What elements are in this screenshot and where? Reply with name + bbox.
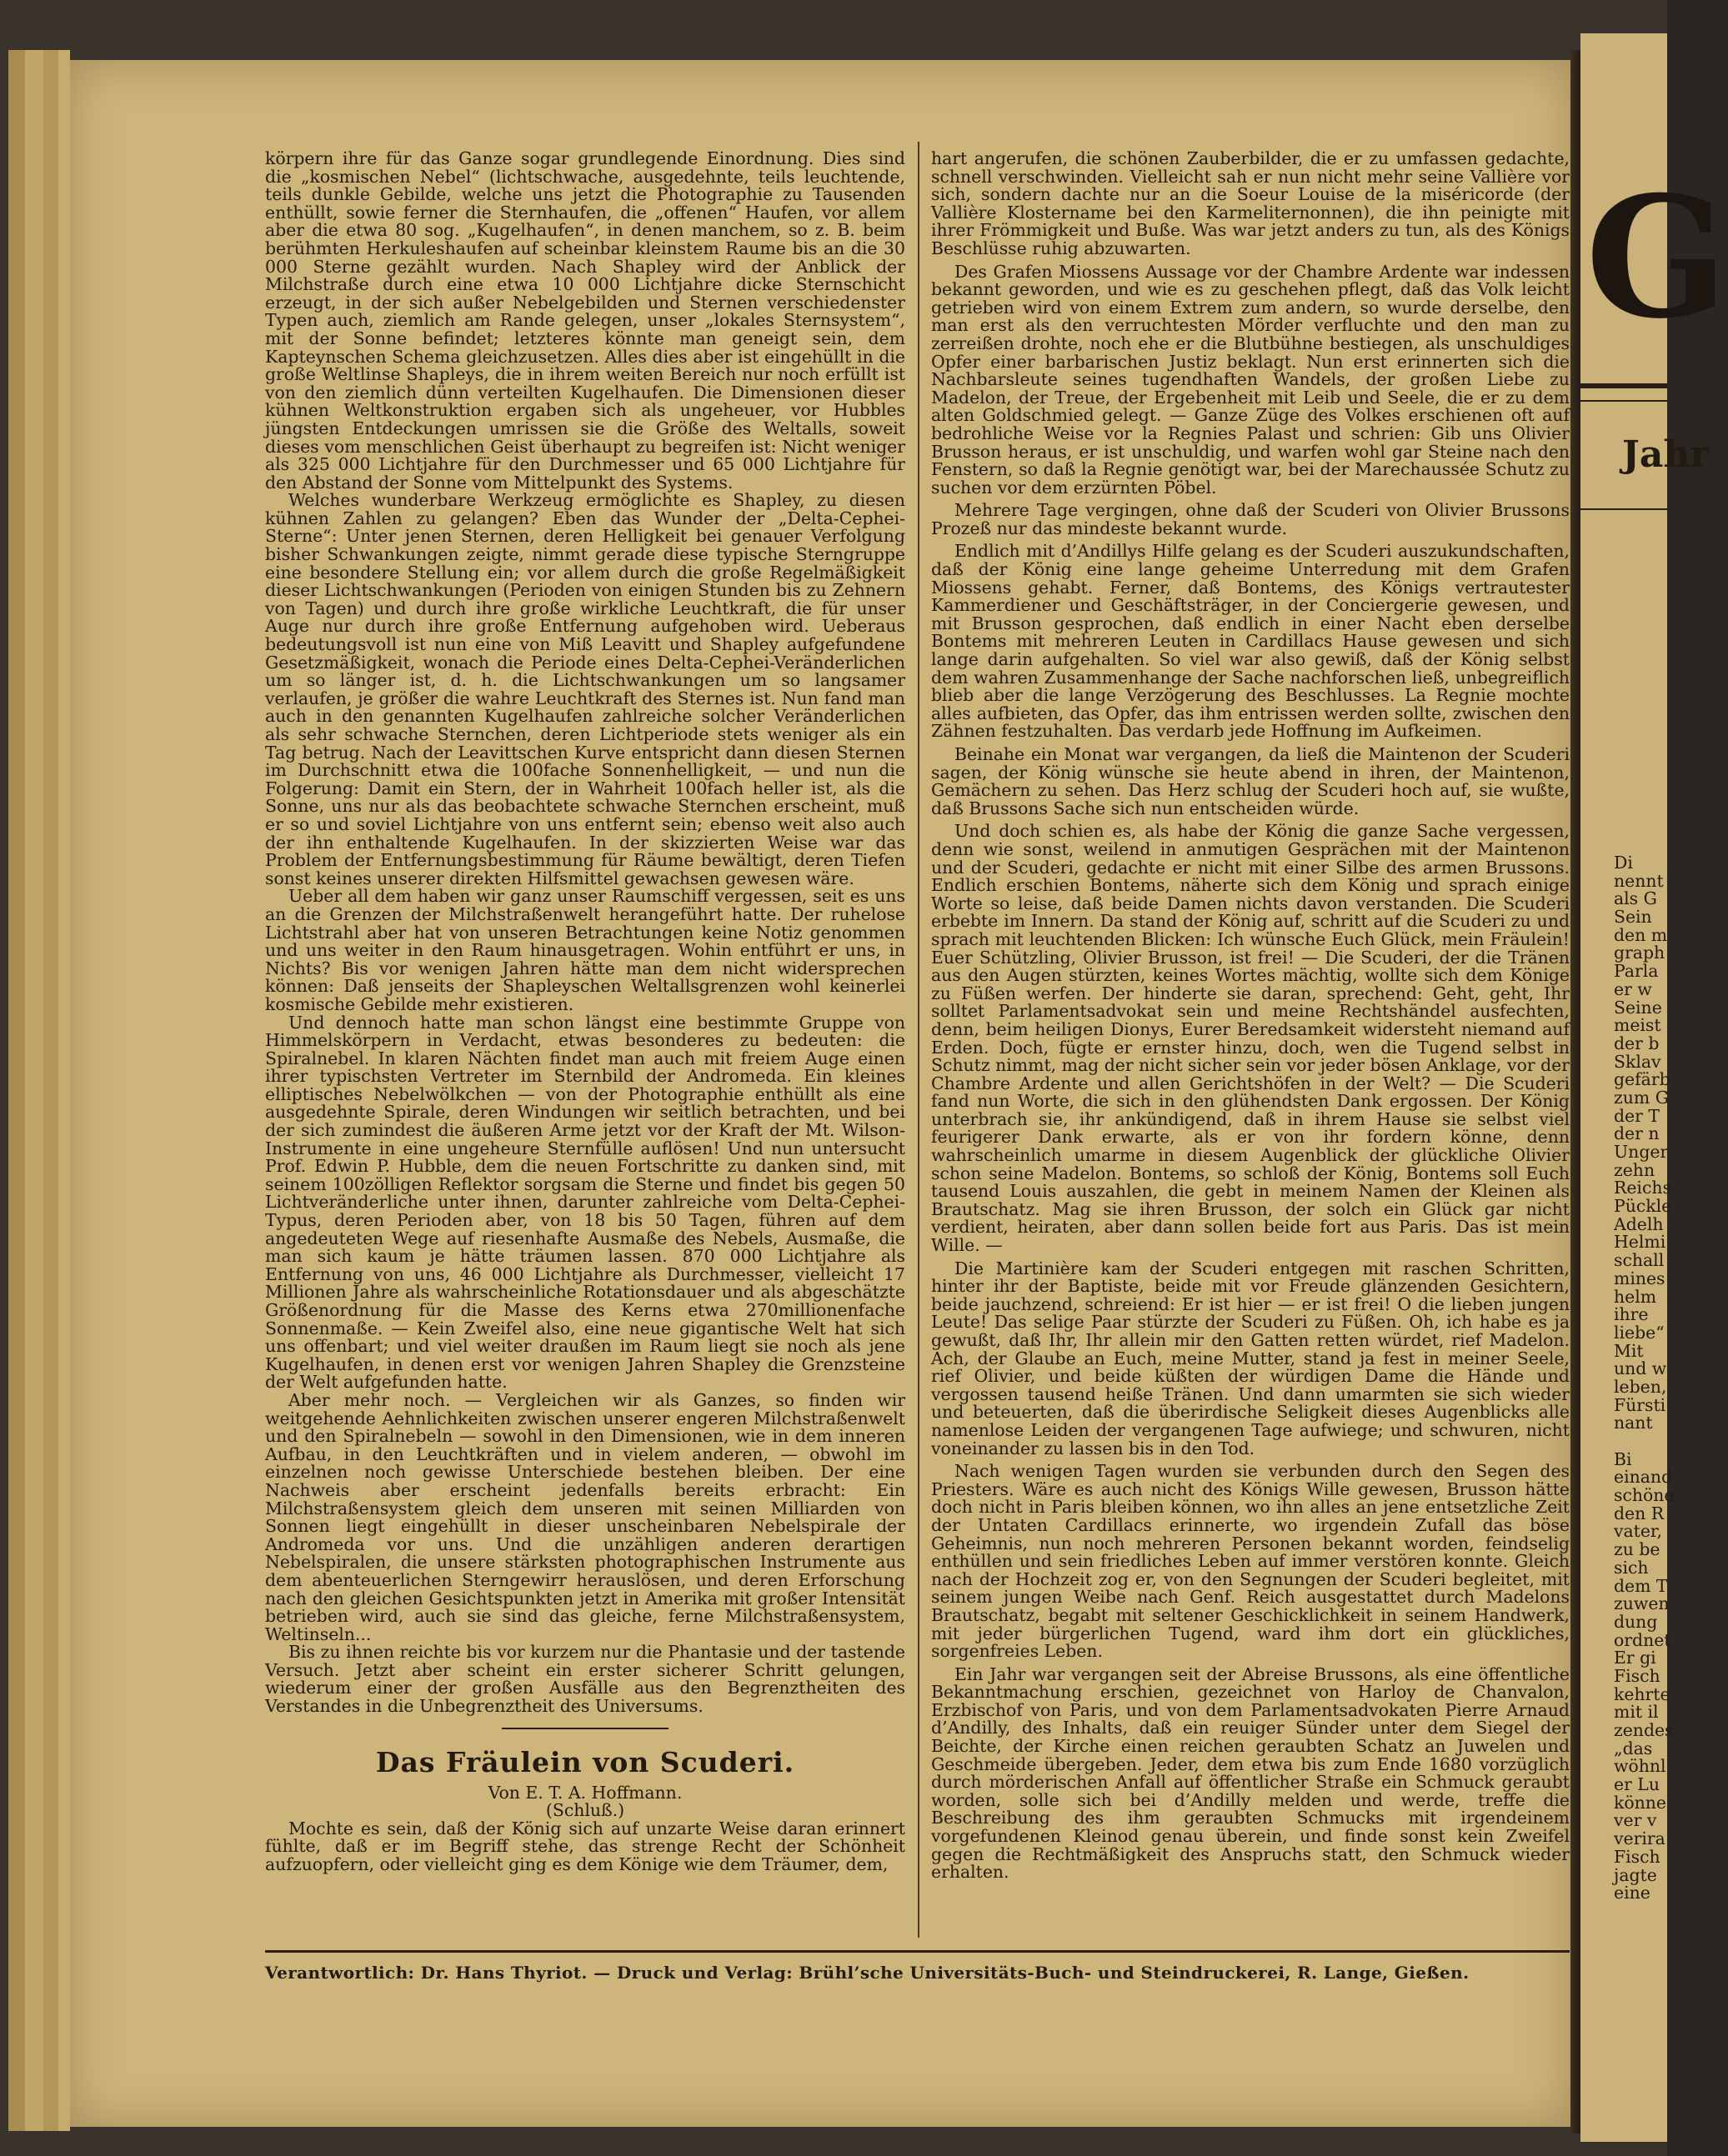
line-fragment: meist xyxy=(1614,1015,1661,1036)
line-fragment: zum G xyxy=(1614,1087,1669,1108)
article-note: (Schluß.) xyxy=(545,1800,625,1821)
article-byline: Von E. T. A. Hoffmann. xyxy=(488,1782,683,1803)
line-fragment xyxy=(1614,1433,1667,1451)
paragraph: Mochte es sein, daß der König sich auf unzarte Weise daran erinnert fühlte, daß er im Begriff stehe, das strenge Recht der Schönheit aufzuopfern, oder vielleicht ging es dem Könige wie dem Träumer, dem, xyxy=(265,1818,905,1875)
line-fragment: Fürsti xyxy=(1614,1394,1666,1415)
heading-fragment: Jahr xyxy=(1622,433,1710,476)
article-title: Das Fräulein von Scuderi. xyxy=(375,1745,795,1778)
paragraph: Aber mehr noch. — Vergleichen wir als Ganzes, so finden wir weitgehende Aehnlichkeiten zwischen unserer engeren Milchstraßenwelt und den Spiralnebeln — sowohl in den Dimensionen, wie in dem inneren Aufbau, in den Leuchtkräften und in vielem anderen, — obwohl im einzelnen noch gewisse Unterschiede bestehen bleiben. Der eine Nachweis aber erscheint jedenfalls bereits erbracht: Ein Milchstraßensystem gleich dem unseren mit seinen Milliarden von Sonnen liegt eingehüllt in dieser unscheinbaren Nebelspirale der Andromeda vor uns. Und die unzähligen anderen derartigen Nebelspiralen, die unsere stärksten photographischen Instrumente aus dem abenteuerlichen Sterngewirr herauslösen, und deren Erforschung nach den gleichen Gesichtspunkten jetzt in Amerika mit großer Intensität betrieben wird, auch sie sind das gleiche, ferne Milchstraßensystem, Weltinseln... xyxy=(265,1389,905,1644)
line-fragment: gefärb xyxy=(1614,1069,1670,1090)
line-fragment: ver v xyxy=(1614,1810,1657,1831)
right-column xyxy=(931,150,1570,1887)
line-fragment: könne xyxy=(1614,1792,1666,1813)
line-fragment: kehrte xyxy=(1614,1683,1670,1704)
paragraph: Beinahe ein Monat war vergangen, da ließ die Maintenon der Scuderi sagen, der König wünsche sie heute abend in ihren, der Maintenon, Gemächern zu sehen. Das Herz schlug der Scuderi hoch auf, sie wußte, daß Brussons Sache sich nun entscheiden würde. xyxy=(931,744,1570,818)
line-fragment: dem T xyxy=(1614,1575,1668,1596)
line-fragment: ordnet xyxy=(1614,1629,1671,1650)
line-fragment: sich xyxy=(1614,1557,1649,1578)
paragraph: Ueber all dem haben wir ganz unser Raumschiff vergessen, seit es uns an die Grenzen der Milchstraßenwelt herangeführt hatte. Der ruhelose Lichtstrahl aber hat von unseren Betrachtungen keine Notiz genommen und uns weiter in den Raum hinausgetragen. Wohin entführt er uns, in Nichts? Bis vor wenigen Jahren hätte man dem nicht widersprechen können: Daß jenseits der Shapleyschen Weltallsgrenzen wohl keinerlei kosmische Gebilde mehr existieren. xyxy=(265,886,905,1014)
line-fragment: dung xyxy=(1614,1611,1658,1632)
line-fragment: liebe“ xyxy=(1614,1322,1665,1343)
adjacent-page xyxy=(1580,33,1728,2142)
paragraph: Die Martinière kam der Scuderi entgegen mit raschen Schritten, hinter ihr der Baptiste, beide mit vor Freude glänzenden Gesichtern, beide jauchzend, schreiend: Er ist hier — er ist frei! O die lieben jungen Leute! Das selige Paar stürzte der Scuderi zu Füßen. Oh, ich habe es ja gewußt, daß Ihr, Ihr allein mir den Gatten retten würdet, rief Madelon. Ach, der Glaube an Euch, meine Mutter, stand ja fest in meiner Seele, rief Olivier, und beide küßten der würdigen Dame die Hände und vergossen tausend heiße Tränen. Und dann umarmten sie sich wieder und beteuerten, daß die überirdische Seligkeit dieses Augenblicks alle namenlose Leiden der vergangenen Tage aufwiege; und schwuren, nicht voneinander zu lassen bis in den Tod. xyxy=(931,1258,1570,1458)
line-fragment: eine xyxy=(1614,1883,1650,1903)
line-fragment: leben, xyxy=(1614,1376,1667,1397)
column-divider xyxy=(918,142,919,1938)
line-fragment: er Lu xyxy=(1614,1774,1660,1795)
line-fragment: zendes xyxy=(1614,1720,1674,1740)
line-fragment: verira xyxy=(1614,1828,1665,1849)
imprint-line: Verantwortlich: Dr. Hans Thyriot. — Druck und Verlag: Brühl’sche Universitäts-Buch- und Steindruckerei, R. Lange, Gießen. xyxy=(265,1963,1470,1983)
paragraph: hart angerufen, die schönen Zauberbilder, die er zu umfassen gedachte, schnell verschwinden. Vielleicht sah er nun nicht mehr seine Vallière vor sich, sondern dachte nur an die Soeur Louise de la miséricorde (der Vallière Klostername bei den Karmeliternonnen), die ihn peinigte mit ihrer Frömmigkeit und Buße. Was war jetzt anders zu tun, als des Königs Beschlüsse ruhig abzuwarten. xyxy=(931,148,1570,258)
line-fragment: der b xyxy=(1614,1033,1660,1053)
page-edge xyxy=(58,50,70,2131)
paragraph: Und dennoch hatte man schon längst eine bestimmte Gruppe von Himmelskörpern in Verdacht, etwas besonderes zu bedeuten: die Spiralnebel. In klaren Nächten findet man auch mit freiem Auge einen ihrer typischsten Vertreter im Sternbild der Andromeda. Ein kleines elliptisches Nebelwölkchen — von der Photographie enthüllt als eine ausgedehnte Spirale, deren Windungen wir seitlich betrachten, und bei der sich zumindest die äußeren Arme jetzt vor der Kraft der Mt. Wilson-Instrumente in eine ungeheure Sternfülle auflösen! Und nun untersucht Prof. Edwin P. Hubble, dem die neuen Fortschritte zu danken sind, mit seinem 100zölligen Reflektor sorgsam die Sterne und findet bis gegen 50 Lichtveränderliche unter ihnen, darunter zahlreiche vom Delta-Cephei-Typus, deren Perioden aber, von 18 bis 50 Tagen, führen auf dem angedeuteten Wege auf riesenhafte Ausmaße des Nebels, Ausmaße, die man sich kaum je hätte träumen lassen. 870 000 Lichtjahre als Entfernung von uns, 46 000 Lichtjahre als Durchmesser, vielleicht 17 Millionen Jahre als wahrscheinliche Rotationsdauer und als abgeschätzte Größenordnung für die Masse des Kerns etwa 270millionenfache Sonnenmaße. — Kein Zweifel also, eine neue gigantische Welt hat sich uns offenbart; und viel weiter draußen im Raum liegt sie noch als jene Kugelhaufen, in denen erst vor wenigen Jahren Shapley die Grenzsteine der Welt aufgefunden hatte. xyxy=(265,1012,905,1393)
line-fragment: Fisch xyxy=(1614,1665,1660,1686)
line-fragment: Parla xyxy=(1614,961,1659,982)
masthead-fragment: G xyxy=(1585,160,1728,356)
line-fragment: Sein xyxy=(1614,907,1652,928)
line-fragment: Helmi xyxy=(1614,1232,1666,1253)
footer-rule xyxy=(265,1950,1570,1953)
line-fragment: und w xyxy=(1614,1358,1667,1379)
page-edge xyxy=(8,50,25,2131)
line-fragment: er w xyxy=(1614,978,1652,999)
page-edge xyxy=(43,50,58,2131)
line-fragment: zu be xyxy=(1614,1539,1660,1560)
paragraph: Welches wunderbare Werkzeug ermöglichte es Shapley, zu diesen kühnen Zahlen zu gelangen? Eben das Wunder der „Delta-Cephei-Sterne“: Unter jenen Sternen, deren Helligkeit bei genauer Verfolgung bisher Schwankungen zeigte, nimmt gerade diese typische Sterngruppe eine besondere Stellung ein; vor allem durch die große Regelmäßigkeit dieser Lichtschwankungen (Perioden von einigen Stunden bis zu Zehnern von Tagen) und durch ihre große wirkliche Leuchtkraft, die für unser Auge nur durch ihre große Entfernung aufgehoben wird. Ueberaus bedeutungsvoll ist nun eine von Miß Leavitt und Shapley aufgefundene Gesetzmäßigkeit, wonach die Periode eines Delta-Cephei-Veränderlichen um so länger ist, d. h. die Lichtschwankungen um so langsamer verlaufen, je größer die wahre Leuchtkraft des Sternes ist. Nun fand man auch in den genannten Kugelhaufen zahlreiche solcher Veränderlichen als sehr schwache Sternchen, deren Lichtperiode stets weniger als ein Tag betrug. Nach der Leavittschen Kurve entspricht dann diesen Sternen im Durchschnitt etwa die 100fache Sonnenhelligkeit, — und nun die Folgerung: Damit ein Stern, der in Wahrheit 100fach heller ist, als die Sonne, uns nur als das beobachtete schwache Sternchen erscheint, muß er so und soviel Lichtjahre von uns entfernt sein; ebenso weit also auch der ihn enthaltende Kugelhaufen. In der skizzierten Weise war das Problem der Entfernungsbestimmung für Räume bewältigt, deren Tiefen sonst keines unserer direkten Hilfsmittel gewachsen gewesen wäre. xyxy=(265,490,905,888)
line-fragment: Fisch xyxy=(1614,1846,1660,1867)
line-fragment: Reichs xyxy=(1614,1178,1671,1198)
line-fragment: nennt xyxy=(1614,870,1664,891)
line-fragment: zuwen xyxy=(1614,1593,1670,1614)
line-fragment: vater, xyxy=(1614,1521,1662,1542)
line-fragment: als G xyxy=(1614,888,1657,909)
line-fragment: graph xyxy=(1614,943,1665,963)
paragraph: Endlich mit d’Andillys Hilfe gelang es der Scuderi auszukundschaften, daß der König eine lange geheime Unterredung mit dem Grafen Miossens gehabt. Ferner, daß Bontems, des Königs vertrautester Kammerdiener und Geschäftsträger, in der Conciergerie gewesen, und mit Brusson gesprochen, daß endlich in einer Nacht eben derselbe Bontems mit mehreren Leuten in Cardillacs Hause gewesen und sich lange darin aufgehalten. So viel war also gewiß, daß der König selbst dem wahren Zusammenhange der Sache nachforschen ließ, unbegreiflich blieb aber die lange Verzögerung des Beschlusses. La Regnie mochte alles aufbieten, das Opfer, das ihm entrissen werden sollte, zwischen den Zähnen festzuhalten. Das verdarb jede Hoffnung im Aufkeimen. xyxy=(931,541,1570,742)
text-fragments xyxy=(1614,853,1675,1903)
paragraph: körpern ihre für das Ganze sogar grundlegende Einordnung. Dies sind die „kosmischen Nebel“ (lichtschwache, ausgedehnte, teils leuchtende, teils dunkle Gebilde, welche uns jetzt die Photographie zu Tausenden enthüllt, sowie ferner die Sternhaufen, die „offenen“ Haufen, vor allem aber die etwa 80 sog. „Kugelhaufen“, in denen manchem, so z. B. beim berühmten Herkuleshaufen auf scheinbar kleinstem Raume bis an die 30 000 Sterne gezählt wurden. Nach Shapley wird der Anblick der Milchstraße durch eine etwa 10 000 Lichtjahre dicke Sternschicht erzeugt, in der sich außer Nebelgebilden und Sternen verschiedenster Typen auch, ziemlich am Rande gelegen, unser „lokales Sternsystem“, mit der Sonne befindet; letzteres könnte man geneigt sein, dem Kapteynschen Schema gleichzusetzen. Alles dies aber ist eingehüllt in die große Weltlinse Shapleys, die in ihrem weiten Bereich nur noch erfüllt ist von den ziemlich dünn verteilten Kugelhaufen. Die Dimensionen dieser kühnen Weltkonstruktion ergaben sich als ungeheuer, vor Hubbles jüngsten Entdeckungen umrissen sie die Größe des Weltalls, soweit dieses vom menschlichen Geist überhaupt zu begreifen ist: Nicht weniger als 325 000 Lichtjahre für den Durchmesser und 65 000 Lichtjahre für den Abstand der Sonne vom Mittelpunkt des Systems. xyxy=(265,148,905,493)
line-fragment: der T xyxy=(1614,1105,1660,1126)
line-fragment: Sklav xyxy=(1614,1051,1661,1072)
line-fragment: wöhnl xyxy=(1614,1756,1666,1777)
line-fragment: ihre xyxy=(1614,1304,1649,1325)
line-fragment: Er gi xyxy=(1614,1648,1656,1668)
line-fragment: den m xyxy=(1614,924,1668,945)
line-fragment: jagte xyxy=(1614,1864,1657,1885)
line-fragment: mit il xyxy=(1614,1702,1659,1723)
line-fragment: den R xyxy=(1614,1503,1665,1523)
line-fragment: Unger xyxy=(1614,1142,1669,1162)
paragraph: Nach wenigen Tagen wurden sie verbunden durch den Segen des Priesters. Wäre es auch nicht des Königs Wille gewesen, Brusson hätte doch nicht in Paris bleiben können, wo ihn alles an jene entsetzliche Zeit der Untaten Cardillacs erinnerte, wo irgendein Zufall das böse Geheimnis, nun noch mehreren Personen bekannt worden, feindselig enthüllen und sein friedliches Leben auf immer verstören konnte. Gleich nach der Hochzeit zog er, von den Segnungen der Scuderi begleitet, mit seinem jungen Weibe nach Genf. Reich ausgestattet durch Madelons Brautschatz, begabt mit seltener Geschicklichkeit in seinem Handwerk, mit jeder bürgerlichen Tugend, ward ihm dort ein glückliches, sorgenfreies Leben. xyxy=(931,1461,1570,1662)
paragraph: Und doch schien es, als habe der König die ganze Sache vergessen, denn wie sonst, weilend in anmutigen Gesprächen mit der Maintenon und der Scuderi, gedachte er nicht mit einer Silbe des armen Brussons. Endlich erschien Bontems, näherte sich dem König und sprach einige Worte so leise, daß beide Damen nichts davon verstanden. Die Scuderi erbebte im Innern. Da stand der König auf, schritt auf die Scuderi zu und sprach mit leuchtenden Blicken: Ich wünsche Euch Glück, mein Fräulein! Euer Schützling, Olivier Brusson, ist frei! — Die Scuderi, der die Tränen aus den Augen stürzten, keines Wortes mächtig, wollte sich dem Könige zu Füßen werfen. Der hinderte sie daran, sprechend: Geht, geht, Ihr solltet Parlamentsadvokat sein und meine Rechtshändel ausfechten, denn, beim heiligen Dionys, Eurer Beredsamkeit widersteht niemand auf Erden. Doch, fügte er ernster hinzu, doch, wen die Tugend selbst in Schutz nimmt, mag der nicht sicher sein vor jeder bösen Anklage, vor der Chambre Ardente und allen Gerichtshöfen in der Welt? — Die Scuderi fand nun Worte, die sich in den glühendsten Dank ergossen. Der König unterbrach sie, ihr ankündigend, daß in ihrem Hause sie selbst viel feurigerer Dank erwarte, als er von ihr fordern könne, denn wahrscheinlich umarme in diesem Augenblick der glückliche Olivier schon seine Madelon. Bontems, so schloß der König, Bontems soll Euch tausend Louis auszahlen, die gebt in meinem Namen der Kleinen als Brautschatz. Mag sie ihren Brusson, der solch ein Glück gar nicht verdient, heiraten, aber dann sollen beide fort aus Paris. Das ist mein Wille. — xyxy=(931,821,1570,1256)
line-fragment: „das xyxy=(1614,1738,1653,1758)
paragraph: Mehrere Tage vergingen, ohne daß der Scuderi von Olivier Brussons Prozeß nur das mindeste bekannt wurde. xyxy=(931,500,1570,538)
masthead-rule xyxy=(1580,383,1667,388)
masthead-rule xyxy=(1580,400,1667,402)
line-fragment: Bi xyxy=(1614,1448,1632,1469)
left-column xyxy=(265,150,905,1874)
page-edge xyxy=(25,50,43,2131)
line-fragment: zehn xyxy=(1614,1159,1655,1180)
line-fragment: Di xyxy=(1614,853,1633,873)
line-fragment: mines xyxy=(1614,1268,1665,1288)
line-fragment: Mit xyxy=(1614,1340,1644,1361)
line-fragment: Adelh xyxy=(1614,1213,1664,1234)
line-fragment: nant xyxy=(1614,1413,1653,1433)
paragraph: Ein Jahr war vergangen seit der Abreise Brussons, als eine öffentliche Bekanntmachung erschien, gezeichnet von Harloy de Chanvalon, Erzbischof von Paris, und von dem Parlamentsadvokaten Pierre Arnaud d’Andilly, des Inhalts, daß ein reuiger Sünder unter dem Siegel der Beichte, der Kirche einen reichen geraubten Schatz an Juwelen und Geschmeide übergeben. Jeder, dem etwa bis zum Ende 1680 vorzüglich durch mörderischen Anfall auf öffentlicher Straße ein Schmuck geraubt worden, solle sich bei d’Andilly melden und werde, treffe die Beschreibung des ihm geraubten Schmucks mit irgendeinem vorgefundenen Kleinod genau überein, und finde sonst kein Zweifel gegen die Rechtmäßigkeit des Anspruchs statt, den Schmuck wieder erhalten. xyxy=(931,1663,1570,1883)
line-fragment: schöne xyxy=(1614,1485,1675,1506)
line-fragment: einand xyxy=(1614,1467,1673,1488)
paragraph: Des Grafen Miossens Aussage vor der Chambre Ardente war indessen bekannt geworden, und wie es zu geschehen pflegt, daß das Volk leicht getrieben wird von einem Extrem zum andern, so wurde derselbe, den man erst als den verruchtesten Mörder verfluchte und den man zu zerreißen drohte, noch ehe er die Blutbühne bestiegen, als unschuldiges Opfer einer barbarischen Justiz beklagt. Nun erst erinnerten sich die Nachbarsleute seines tugendhaften Wandels, der großen Liebe zu Madelon, der Treue, der Ergebenheit mit Leib und Seele, die er zu dem alten Goldschmied gelegt. — Ganze Züge des Volkes erschienen oft auf bedrohliche Weise vor la Regnies Palast und schrien: Gib uns Olivier Brusson heraus, er ist unschuldig, und warfen wohl gar Steine nach den Fenstern, so daß la Regnie genötigt war, bei der Marechaussée Schutz zu suchen vor dem erzürnten Pöbel. xyxy=(931,261,1570,498)
line-fragment: schall xyxy=(1614,1250,1665,1271)
line-fragment: helm xyxy=(1614,1286,1657,1307)
section-divider xyxy=(502,1728,669,1729)
line-fragment: der n xyxy=(1614,1123,1660,1144)
line-fragment: Seine xyxy=(1614,997,1662,1018)
paragraph: Bis zu ihnen reichte bis vor kurzem nur die Phantasie und der tastende Versuch. Jetzt aber scheint ein erster sicherer Schritt gelungen, wiederum einer der großen Ausfälle aus den Begrenztheiten des Verstandes in die Unbegrenztheit des Universums. xyxy=(265,1642,905,1717)
line-fragment: Pückle xyxy=(1614,1196,1672,1217)
heading-rule xyxy=(1580,508,1667,510)
